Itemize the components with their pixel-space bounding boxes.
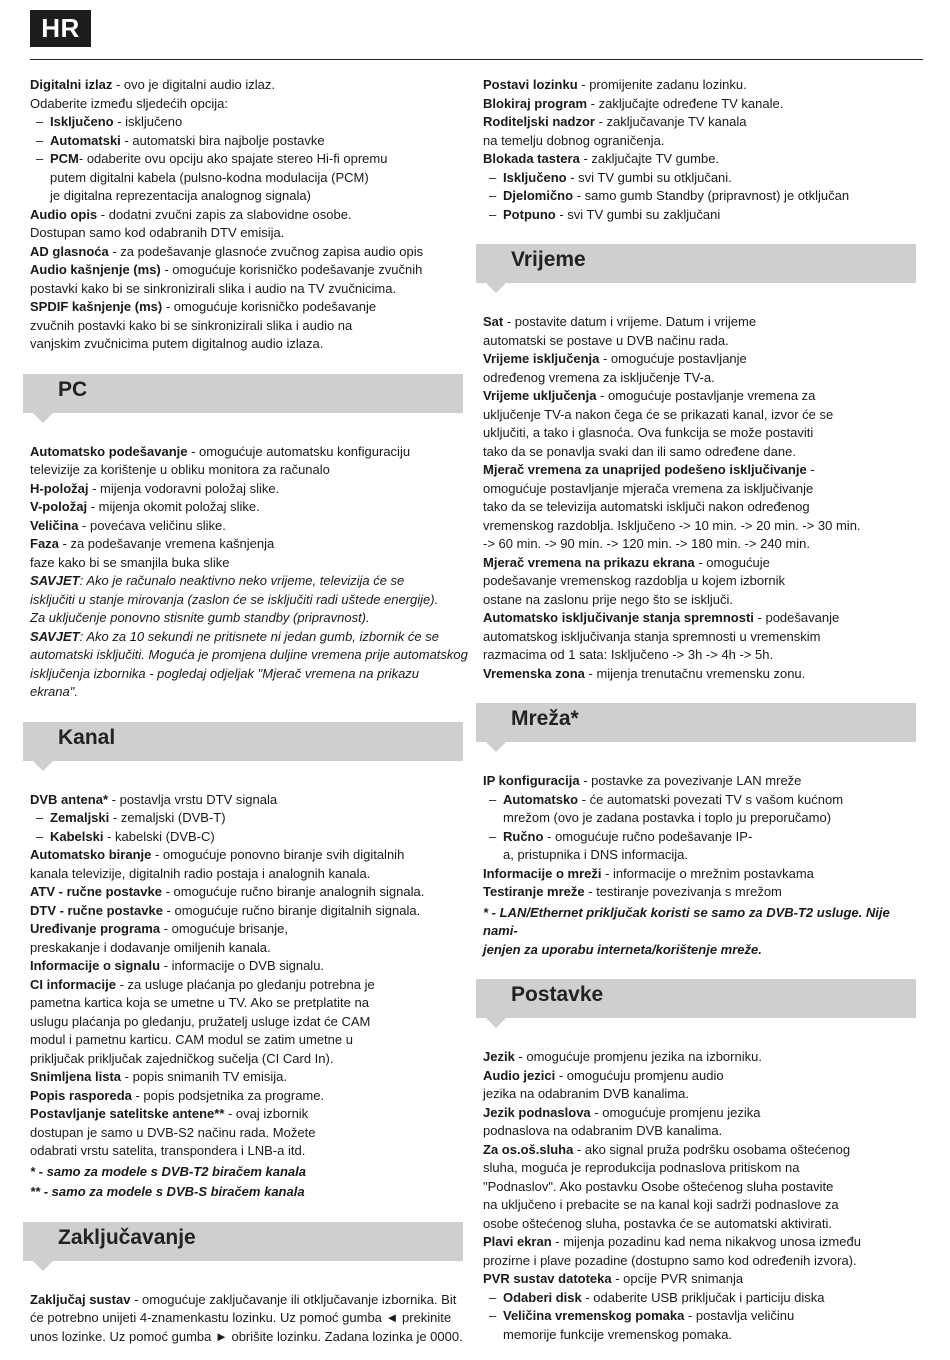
key-lock-partial: – Djelomično - samo gumb Standby (pripravnost) je otključan: [483, 187, 923, 206]
pc-v-position-item: V-položaj - mijenja okomit položaj slike.: [30, 499, 260, 514]
digital-output-item: Digitalni izlaz - ovo je digitalni audio izlaz.: [30, 77, 275, 92]
off-time-item: Vrijeme isključenja - omogućuje postavljanje: [483, 351, 747, 366]
auto-tuning-line2: kanala televizije, digitalnih radio postaja i analognih kanala.: [30, 865, 371, 881]
tip-2-line3: isključenja izbornika - pogledaj odjeljak "Mjerač vremena na prikazu ekrana".: [30, 665, 420, 699]
pc-size-item: Veličina - povećava veličinu slike.: [30, 517, 226, 533]
program-edit-item: Uređivanje programa - omogućuje brisanje,: [30, 921, 288, 936]
select-disk: – Odaberi disk - odaberite USB priključak i particiju diska: [483, 1289, 923, 1308]
system-lock-line3: unos lozinke. Uz pomoć gumba ► obrišite lozinku. Zadana lozinka je 0000.: [30, 1328, 463, 1344]
section-header-postavke: [476, 979, 916, 1018]
pc-auto-adjust-line2: televizije za korištenje u obliku monitora za računalo: [30, 462, 330, 477]
timeshift-size: – Veličina vremenskog pomaka - postavlja veličinu: [483, 1307, 923, 1326]
tip-1: SAVJET: Ako je računalo neaktivno neko vrijeme, televizija će se: [30, 573, 405, 588]
pc-h-position-item: H-položaj - mijenja vodoravni položaj slike.: [30, 480, 280, 496]
ci-info-line2: pametna kartica koja se umetne u TV. Ako se pretplatite na: [30, 995, 369, 1010]
right-column: [483, 76, 923, 1344]
block-program-item: Blokiraj program - zaključajte određene TV kanale.: [483, 95, 784, 111]
on-time-line2: uključenje TV-a nakon čega će se prikazati kanal, izvor će se: [483, 406, 834, 422]
key-lock-off: – Isključeno - svi TV gumbi su otključani.: [483, 169, 923, 188]
atv-manual-item: ATV - ručne postavke - omogućuje ručno biranje analognih signala.: [30, 884, 425, 899]
option-off: – Isključeno - isključeno: [30, 113, 470, 132]
satellite-setup-line3: odabrati vrstu satelita, transpondera i LNB-a itd.: [30, 1143, 306, 1158]
osd-timer-line3: ostane na zaslonu prije nego što se isključi.: [483, 591, 734, 607]
recorded-list-item: Snimljena lista - popis snimanih TV emisija.: [30, 1069, 287, 1084]
option-pcm-line3: je digitalna reprezentacija analognog signala): [50, 188, 311, 203]
sleep-timer-line2: omogućuje postavljanje mjerača vremena za isključivanje: [483, 480, 814, 496]
timeshift-size-line2: memorije funkcije vremenskog pomaka.: [503, 1326, 733, 1342]
set-password-item: Postavi lozinku - promijenite zadanu lozinku.: [483, 77, 747, 92]
footnote-dvb-s: ** - samo za modele s DVB-S biračem kanala: [30, 1184, 305, 1199]
dvb-antenna-item: DVB antena* - postavlja vrstu DTV signala: [30, 791, 278, 807]
key-lock-item: Blokada tastera - zaključajte TV gumbe.: [483, 151, 720, 166]
section-title: Vrijeme: [511, 248, 586, 271]
options-intro: Odaberite između sljedećih opcija:: [30, 95, 228, 111]
section-title: Postavke: [511, 983, 604, 1006]
off-time-line2: određenog vremena za isključenje TV-a.: [483, 369, 715, 385]
signal-info-item: Informacije o signalu - informacije o DVB signalu.: [30, 958, 325, 973]
on-time-item: Vrijeme uključenja - omogućuje postavljanje vremena za: [483, 388, 816, 403]
auto-standby-item: Automatsko isključivanje stanja spremnosti - podešavanje: [483, 610, 840, 625]
tip-2: SAVJET: Ako za 10 sekundi ne pritisnete ni jedan gumb, izbornik će se: [30, 628, 440, 644]
audio-languages-item: Audio jezici - omogućuju promjenu audio: [483, 1067, 724, 1083]
section-title: Mreža*: [511, 707, 579, 730]
on-time-line4: tako da se ponavlja svaki dan ili samo određene dane.: [483, 443, 796, 459]
ci-info-line3: uslugu plaćanja po gledanju, pružatelj usluge izdat će CAM: [30, 1013, 371, 1029]
hearing-impaired-line2: sluha, moguća je reprodukcija podnaslova pritiskom na: [483, 1160, 800, 1175]
ip-auto-line2: mrežom (ovo je zadana postavka i toplo ju preporučamo): [503, 810, 832, 825]
section-title: Kanal: [58, 725, 116, 749]
language-badge: HR: [30, 10, 91, 47]
pc-phase-item: Faza - za podešavanje vremena kašnjenja: [30, 536, 275, 551]
footnote-lan-line2: jenjen za uporabu interneta/korištenje mreže.: [483, 941, 762, 957]
audio-description-line2: Dostupan samo kod odabranih DTV emisija.: [30, 225, 285, 240]
blue-screen-line2: prozirne i plave pozadine (dostupno samo kod određenih izvora).: [483, 1252, 857, 1268]
option-pcm-line2: putem digitalni kabela (pulsno-kodna modulacija (PCM): [50, 169, 369, 185]
ci-info-line4: modul i pametnu karticu. CAM modul se zatim umetne u: [30, 1032, 353, 1047]
tip-2-line2: automatski isključiti. Moguća je promjena duljine vremena prije automatskog: [30, 647, 468, 662]
satellite-setup-item: Postavljanje satelitske antene** - ovaj izbornik: [30, 1106, 309, 1121]
parental-control-item: Roditeljski nadzor - zaključavanje TV kanala: [483, 114, 747, 129]
option-auto: – Automatski - automatski bira najbolje postavke: [30, 132, 470, 151]
auto-tuning-item: Automatsko biranje - omogućuje ponovno biranje svih digitalnih: [30, 847, 405, 862]
left-column: [30, 76, 470, 1346]
antenna-terrestrial: – Zemaljski - zemaljski (DVB-T): [30, 809, 470, 828]
hearing-impaired-line3: "Podnaslov". Ako postavku Osobe oštećenog sluha postavite: [483, 1178, 834, 1194]
language-item: Jezik - omogućuje promjenu jezika na izborniku.: [483, 1049, 762, 1064]
parental-control-line2: na temelju dobnog ograničenja.: [483, 132, 665, 148]
program-edit-line2: preskakanje i dodavanje omiljenih kanala.: [30, 939, 271, 955]
ci-info-line5: priključak priključak zajedničkog sučelja (CI Card In).: [30, 1050, 334, 1066]
audio-delay-item: Audio kašnjenje (ms) - omogućuje korisničko podešavanje zvučnih: [30, 262, 423, 277]
section-header-mreza: [476, 703, 916, 742]
clock-item: Sat - postavite datum i vrijeme. Datum i vrijeme: [483, 314, 757, 329]
tip-1-line3: Za uključenje ponovno stisnite gumb standby (pripravnost).: [30, 610, 370, 625]
network-info-item: Informacije o mreži - informacije o mrežnim postavkama: [483, 865, 814, 881]
time-zone-item: Vremenska zona - mijenja trenutačnu vremensku zonu.: [483, 665, 806, 681]
blue-screen-item: Plavi ekran - mijenja pozadinu kad nema nikakvog unosa između: [483, 1234, 861, 1249]
sleep-timer-line5: -> 60 min. -> 90 min. -> 120 min. -> 180 min. -> 240 min.: [483, 536, 810, 551]
audio-languages-line2: jezika na odabranim DVB kanalima.: [483, 1086, 689, 1101]
hearing-impaired-line5: osobe oštećenog sluha, postavka će se automatski aktivirati.: [483, 1215, 833, 1231]
section-header-pc: [23, 374, 463, 413]
section-title: Zaključavanje: [58, 1225, 196, 1249]
ad-volume-item: AD glasnoća - za podešavanje glasnoće zvučnog zapisa audio opis: [30, 243, 424, 259]
pc-auto-adjust-item: Automatsko podešavanje - omogućuje automatsku konfiguraciju: [30, 443, 411, 459]
spdif-delay-item: SPDIF kašnjenje (ms) - omogućuje korisničko podešavanje: [30, 299, 377, 314]
schedule-list-item: Popis rasporeda - popis podsjetnika za programe.: [30, 1087, 325, 1103]
section-title: PC: [58, 377, 88, 401]
subtitle-language-line2: podnaslova na odabranim DVB kanalima.: [483, 1123, 723, 1138]
sleep-timer-line4: vremenskog razdoblja. Isključeno -> 10 min. -> 20 min. -> 30 min.: [483, 517, 861, 533]
clock-line2: automatski se postave u DVB načinu rada.: [483, 332, 729, 348]
osd-timer-item: Mjerač vremena na prikazu ekrana - omogućuje: [483, 554, 770, 570]
osd-timer-line2: podešavanje vremenskog razdoblja u kojem izbornik: [483, 573, 786, 588]
subtitle-language-item: Jezik podnaslova - omogućuje promjenu jezika: [483, 1104, 761, 1120]
system-lock-item: Zaključaj sustav - omogućuje zaključavanje ili otključavanje izbornika. Bit: [30, 1291, 457, 1307]
system-lock-line2: će potrebno unijeti 4-znamenkastu lozinku. Uz pomoć gumba ◄ prekinite: [30, 1310, 452, 1325]
section-header-vrijeme: [476, 244, 916, 283]
footnote-dvb-t2: * - samo za modele s DVB-T2 biračem kanala: [30, 1163, 306, 1179]
ip-manual-line2: a, pristupnika i DNS informacija.: [503, 847, 688, 862]
spdif-delay-line3: vanjskim zvučnicima putem digitalnog audio izlaza.: [30, 336, 324, 351]
tip-1-line2: isključiti u stanje mirovanja (zaslon će se isključiti radi uštede energije).: [30, 591, 439, 607]
auto-standby-line2: automatskog isključivanja stanja spremnosti u vremenskim: [483, 628, 821, 644]
spdif-delay-line2: zvučnih postavki kako bi se sinkronizirali slika i audio na: [30, 317, 353, 333]
sleep-timer-item: Mjerač vremena za unaprijed podešeno isključivanje -: [483, 462, 815, 477]
option-pcm: – PCM- odaberite ovu opciju ako spajate stereo Hi-fi opremu: [30, 150, 470, 169]
section-header-kanal: [23, 722, 463, 761]
key-lock-full: – Potpuno - svi TV gumbi su zaključani: [483, 206, 923, 225]
audio-delay-line2: postavki kako bi se sinkronizirali slika i audio na TV zvučnicima.: [30, 280, 397, 296]
audio-description-item: Audio opis - dodatni zvučni zapis za slabovidne osobe.: [30, 206, 352, 222]
sleep-timer-line3: tako da se televizija automatski isključi nakon određenog: [483, 499, 810, 514]
satellite-setup-line2: dostupan je samo u DVB-S2 načinu rada. Možete: [30, 1124, 316, 1140]
dtv-manual-item: DTV - ručne postavke - omogućuje ručno biranje digitalnih signala.: [30, 902, 421, 918]
ip-manual: – Ručno - omogućuje ručno podešavanje IP-: [483, 828, 923, 847]
footnote-lan: * - LAN/Ethernet priključak koristi se samo za DVB-T2 usluge. Nije nami-: [483, 904, 890, 938]
hearing-impaired-item: Za os.oš.sluha - ako signal pruža podršku osobama oštećenog: [483, 1141, 851, 1157]
ip-auto: – Automatsko - će automatski povezati TV s vašom kućnom: [483, 791, 923, 810]
auto-standby-line3: razmacima od 1 sata: Isključeno -> 3h -> 4h -> 5h.: [483, 647, 774, 662]
pvr-filesystem-item: PVR sustav datoteka - opcije PVR snimanja: [483, 1271, 744, 1286]
pc-phase-line2: faze kako bi se smanjila buka slike: [30, 554, 230, 570]
ip-config-item: IP konfiguracija - postavke za povezivanje LAN mreže: [483, 773, 802, 788]
ci-info-item: CI informacije - za usluge plaćanja po gledanju potrebna je: [30, 976, 375, 992]
on-time-line3: uključiti, a tako i glasnoća. Ova funkcija se može postaviti: [483, 425, 814, 440]
header-rule: [30, 59, 923, 60]
antenna-cable: – Kabelski - kabelski (DVB-C): [30, 828, 470, 847]
section-header-zakljucavanje: [23, 1222, 463, 1261]
network-test-item: Testiranje mreže - testiranje povezivanja s mrežom: [483, 884, 782, 899]
hearing-impaired-line4: na uključeno i prebacite se na kanal koji sadrži podnaslove za: [483, 1197, 839, 1212]
